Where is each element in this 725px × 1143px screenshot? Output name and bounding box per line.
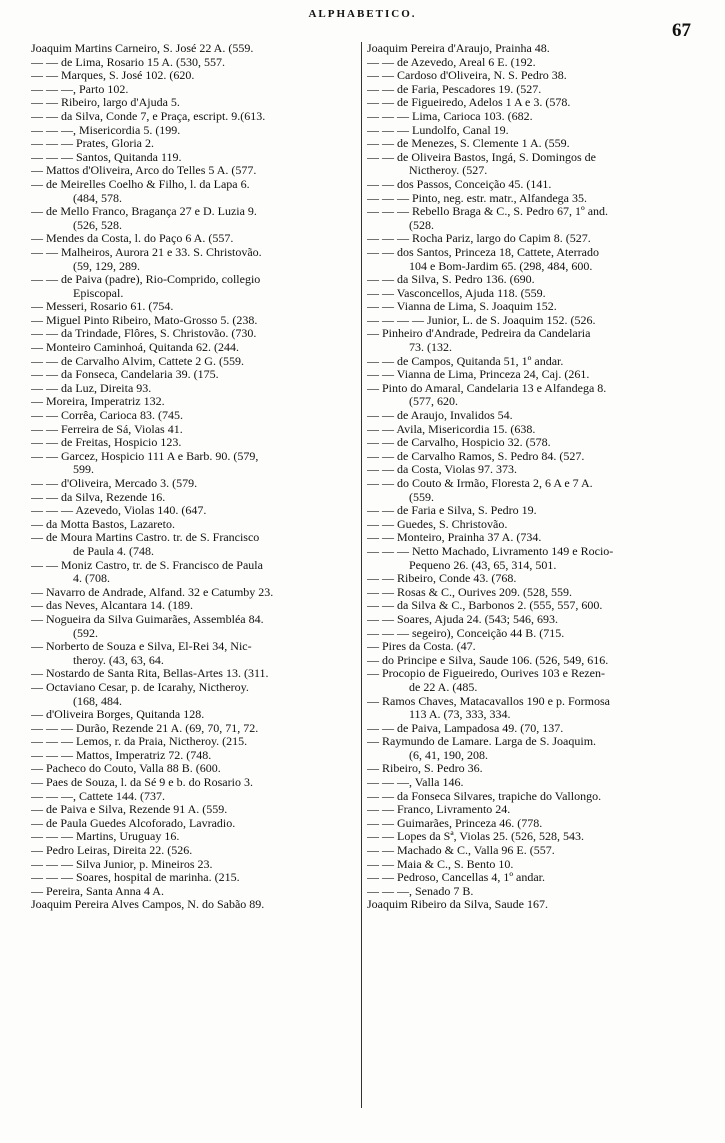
directory-entry-line: 113 A. (73, 333, 334. [409, 708, 511, 722]
directory-entry-line: — — d'Oliveira, Mercado 3. (579. [31, 477, 198, 490]
directory-entry-line: 73. (132. [409, 341, 452, 355]
directory-entry-line: — — da Fonseca, Candelaria 39. (175. [31, 368, 219, 382]
directory-entry-line: — Ramos Chaves, Matacavallos 190 e p. Formosa [367, 694, 610, 708]
directory-entry-line: — — Avila, Misericordia 15. (638. [367, 422, 536, 436]
directory-entry-line: — Miguel Pinto Ribeiro, Mato-Grosso 5. (238. [31, 313, 258, 327]
directory-entry-line: — Norberto de Souza e Silva, El-Rei 34, Nic- [31, 640, 252, 654]
directory-entry-line: (528. [409, 218, 434, 232]
directory-entry-line: — de Meirelles Coelho & Filho, l. da Lapa 6. [31, 177, 250, 191]
directory-entry-line: Episcopal. [73, 286, 124, 300]
directory-entry-line: — — de Campos, Quitanda 51, 1º andar. [367, 354, 564, 368]
directory-entry-line: — — de Paiva (padre), Rio-Comprido, collegio [31, 273, 261, 287]
directory-entry-line: 599. [73, 463, 94, 477]
directory-entry-line: — — da Silva, Rezende 16. [31, 490, 166, 504]
directory-entry-line: (59, 129, 289. [73, 259, 140, 273]
directory-entry-line: — de Moura Martins Castro. tr. de S. Francisco [31, 531, 260, 545]
directory-entry-line: — — Lopes da Sª, Violas 25. (526, 528, 543. [367, 830, 585, 844]
directory-entry-line: — do Principe e Silva, Saude 106. (526, 549, 616. [367, 653, 609, 667]
directory-entry-line: — — de Paiva, Lampadosa 49. (70, 137. [367, 721, 564, 735]
directory-entry-line: — — — Netto Machado, Livramento 149 e Rocio- [367, 544, 614, 558]
directory-entry-line: — de Mello Franco, Bragança 27 e D. Luzia 9. [31, 205, 257, 219]
directory-entry-line: — — de Oliveira Bastos, Ingá, S. Domingos de [367, 150, 596, 164]
running-head: ALPHABETICO. [308, 8, 417, 20]
directory-entry-line: — — —, Parto 102. [31, 82, 129, 96]
directory-entry-line: — — — Prates, Gloria 2. [31, 137, 154, 151]
directory-entry-line: — — de Menezes, S. Clemente 1 A. (559. [367, 137, 570, 151]
directory-entry-line: — — de Freitas, Hospicio 123. [31, 436, 182, 450]
directory-entry-line: — Procopio de Figueiredo, Ourives 103 e Rezen- [367, 667, 605, 681]
directory-entry-line: — — de Figueiredo, Adelos 1 A e 3. (578. [367, 96, 571, 110]
directory-entry-line: (592. [73, 626, 98, 640]
directory-entry-line: — das Neves, Alcantara 14. (189. [31, 599, 193, 613]
directory-entry-line: — — Guedes, S. Christovão. [367, 517, 508, 531]
directory-entry-line: — — — Santos, Quitanda 119. [31, 150, 182, 164]
directory-entry-line: — — — Silva Junior, p. Mineiros 23. [31, 857, 213, 871]
directory-entry-line: de 22 A. (485. [409, 680, 478, 694]
directory-entry-line: — — — Pinto, neg. estr. matr., Alfandega 35. [367, 191, 587, 205]
directory-entry-line: — Pires da Costa. (47. [367, 640, 476, 654]
directory-entry-line: — Pereira, Santa Anna 4 A. [31, 884, 164, 898]
directory-entry-line: Nictheroy. (527. [409, 164, 488, 178]
directory-entry-line: (526, 528. [73, 218, 122, 232]
directory-entry-line: (559. [409, 490, 434, 504]
directory-entry-line: — — Malheiros, Aurora 21 e 33. S. Christovão. [31, 245, 262, 259]
directory-entry-line: — — Marques, S. José 102. (620. [31, 69, 195, 83]
directory-entry-line: — — Cardoso d'Oliveira, N. S. Pedro 38. [367, 69, 567, 83]
directory-entry-line: — — Vianna de Lima, Princeza 24, Caj. (261. [367, 368, 590, 382]
directory-entry-line: — Nostardo de Santa Rita, Bellas-Artes 13. (311. [31, 667, 269, 681]
directory-entry-line: — — Ribeiro, largo d'Ajuda 5. [31, 96, 180, 110]
directory-entry-line: Joaquim Pereira d'Araujo, Prainha 48. [367, 42, 550, 55]
directory-entry-line: — Navarro de Andrade, Alfand. 32 e Catumby 23. [31, 585, 274, 599]
directory-entry-line: — — dos Passos, Conceição 45. (141. [367, 177, 552, 191]
page-number: 67 [672, 20, 691, 41]
directory-entry-line: — — — Mattos, Imperatriz 72. (748. [31, 748, 212, 762]
directory-entry-line: Pequeno 26. (43, 65, 314, 501. [409, 558, 557, 572]
directory-entry-line: — — Ribeiro, Conde 43. (768. [367, 572, 517, 586]
directory-entry-line: — — —, Senado 7 B. [367, 884, 474, 898]
directory-entry-line: — — Monteiro, Prainha 37 A. (734. [367, 531, 542, 545]
right-column [367, 42, 701, 912]
directory-entry-line: — — Maia & C., S. Bento 10. [367, 857, 514, 871]
directory-entry-line: — — de Carvalho Alvim, Cattete 2 G. (559. [31, 354, 244, 368]
directory-entry-line: — — —, Misericordia 5. (199. [31, 123, 181, 137]
directory-entry-line: — — — Rebello Braga & C., S. Pedro 67, 1º and. [367, 205, 609, 219]
directory-entry-line: — — —, Cattete 144. (737. [31, 789, 165, 803]
directory-entry-line: — Moreira, Imperatriz 132. [31, 395, 165, 409]
directory-entry-line: — — — Lima, Carioca 103. (682. [367, 109, 533, 123]
directory-entry-line: — — — Rocha Pariz, largo do Capim 8. (527. [367, 232, 591, 246]
directory-entry-line: — — Guimarães, Princeza 46. (778. [367, 816, 543, 830]
directory-entry-line: — — da Silva & C., Barbonos 2. (555, 557, 600. [367, 599, 603, 613]
directory-entry-line: de Paula 4. (748. [73, 544, 154, 558]
directory-entry-line: — Pinheiro d'Andrade, Pedreira da Candelaria [367, 327, 591, 341]
directory-entry-line: — — da Silva, S. Pedro 136. (690. [367, 273, 535, 287]
directory-entry-line: — — de Faria, Pescadores 19. (527. [367, 82, 542, 96]
left-column [31, 42, 359, 912]
directory-entry-line: — — — segeiro), Conceição 44 B. (715. [367, 626, 565, 640]
directory-entry-line: — — Ferreira de Sá, Violas 41. [31, 422, 183, 436]
directory-entry-line: — — de Faria e Silva, S. Pedro 19. [367, 504, 537, 518]
directory-entry-line: — Mattos d'Oliveira, Arco do Telles 5 A. (577. [31, 164, 257, 178]
directory-entry-line: — — Soares, Ajuda 24. (543; 546, 693. [367, 612, 558, 626]
directory-entry-line: — — — — Junior, L. de S. Joaquim 152. (526. [367, 313, 596, 327]
directory-entry-line: — — Corrêa, Carioca 83. (745. [31, 409, 183, 423]
directory-entry-line: — — da Trindade, Flôres, S. Christovão. (730. [31, 327, 257, 341]
column-divider [361, 42, 362, 1108]
directory-entry-line: — Messeri, Rosario 61. (754. [31, 300, 174, 314]
directory-entry-line: — — da Fonseca Silvares, trapiche do Vallongo. [367, 789, 602, 803]
directory-entry-line: — — — Soares, hospital de marinha. (215. [31, 871, 240, 885]
directory-entry-line: Joaquim Ribeiro da Silva, Saude 167. [367, 898, 548, 912]
directory-entry-line: — Raymundo de Lamare. Larga de S. Joaquim. [367, 735, 597, 749]
directory-entry-line: — — —, Valla 146. [367, 776, 464, 790]
directory-entry-line: — da Motta Bastos, Lazareto. [31, 517, 175, 531]
directory-entry-line: — Ribeiro, S. Pedro 36. [367, 762, 483, 776]
directory-entry-line: — — — Durão, Rezende 21 A. (69, 70, 71, 72. [31, 721, 259, 735]
directory-entry-line: — — — Martins, Uruguay 16. [31, 830, 180, 844]
directory-entry-line: — de Paula Guedes Alcoforado, Lavradio. [31, 816, 236, 830]
directory-entry-line: (484, 578. [73, 191, 122, 205]
directory-entry-line: — de Paiva e Silva, Rezende 91 A. (559. [31, 803, 228, 817]
directory-entry-line: Joaquim Martins Carneiro, S. José 22 A. (559. [31, 42, 254, 55]
directory-entry-line: (6, 41, 190, 208. [409, 748, 488, 762]
directory-entry-line: — Mendes da Costa, l. do Paço 6 A. (557. [31, 232, 234, 246]
directory-entry-line: theroy. (43, 63, 64. [73, 653, 164, 667]
directory-entry-line: — — da Luz, Direita 93. [31, 381, 152, 395]
directory-entry-line: — Pedro Leiras, Direita 22. (526. [31, 844, 193, 858]
directory-entry-line: — d'Oliveira Borges, Quitanda 128. [31, 708, 205, 722]
directory-entry-line: — — Garcez, Hospicio 111 A e Barb. 90. (579, [31, 449, 259, 463]
directory-entry-line: — Octaviano Cesar, p. de Icarahy, Nictheroy. [31, 680, 249, 694]
directory-entry-line: — — de Azevedo, Areal 6 E. (192. [367, 55, 536, 69]
directory-entry-line: — — de Carvalho, Hospicio 32. (578. [367, 436, 551, 450]
directory-entry-line: — Pinto do Amaral, Candelaria 13 e Alfandega 8. [367, 381, 607, 395]
directory-entry-line: — — de Araujo, Invalidos 54. [367, 409, 513, 423]
directory-entry-line: — Nogueira da Silva Guimarães, Assembléa 84. [31, 612, 264, 626]
directory-entry-line: — — Franco, Livramento 24. [367, 803, 511, 817]
directory-entry-line: (168, 484. [73, 694, 122, 708]
directory-entry-line: — — da Costa, Violas 97. 373. [367, 463, 518, 477]
directory-entry-line: — — dos Santos, Princeza 18, Cattete, Aterrado [367, 245, 599, 259]
directory-entry-line: — — Vasconcellos, Ajuda 118. (559. [367, 286, 546, 300]
directory-entry-line: — — de Carvalho Ramos, S. Pedro 84. (527. [367, 449, 585, 463]
directory-entry-line: — — — Azevedo, Violas 140. (647. [31, 504, 207, 518]
directory-entry-line: — Paes de Souza, l. da Sé 9 e b. do Rosario 3. [31, 776, 253, 790]
directory-entry-line: — — Pedroso, Cancellas 4, 1º andar. [367, 871, 546, 885]
directory-entry-line: Joaquim Pereira Alves Campos, N. do Sabão 89. [31, 898, 265, 912]
directory-entry-line: — — da Silva, Conde 7, e Praça, escript. 9.(613. [31, 109, 266, 123]
directory-entry-line: — — Moniz Castro, tr. de S. Francisco de Paula [31, 558, 263, 572]
directory-entry-line: — — — Lemos, r. da Praia, Nictheroy. (215. [31, 735, 248, 749]
directory-entry-line: — — — Lundolfo, Canal 19. [367, 123, 509, 137]
directory-entry-line: 4. (708. [73, 572, 110, 586]
directory-entry-line: 104 e Bom-Jardim 65. (298, 484, 600. [409, 259, 593, 273]
directory-entry-line: — — de Lima, Rosario 15 A. (530, 557. [31, 55, 225, 69]
directory-entry-line: (577, 620. [409, 395, 458, 409]
directory-entry-line: — — Machado & C., Valla 96 E. (557. [367, 844, 555, 858]
directory-entry-line: — — Rosas & C., Ourives 209. (528, 559. [367, 585, 572, 599]
directory-entry-line: — — do Couto & Irmão, Floresta 2, 6 A e 7 A. [367, 477, 593, 490]
directory-entry-line: — — Vianna de Lima, S. Joaquim 152. [367, 300, 557, 314]
directory-entry-line: — Monteiro Caminhoá, Quitanda 62. (244. [31, 341, 239, 355]
directory-entry-line: — Pacheco do Couto, Valla 88 B. (600. [31, 762, 221, 776]
